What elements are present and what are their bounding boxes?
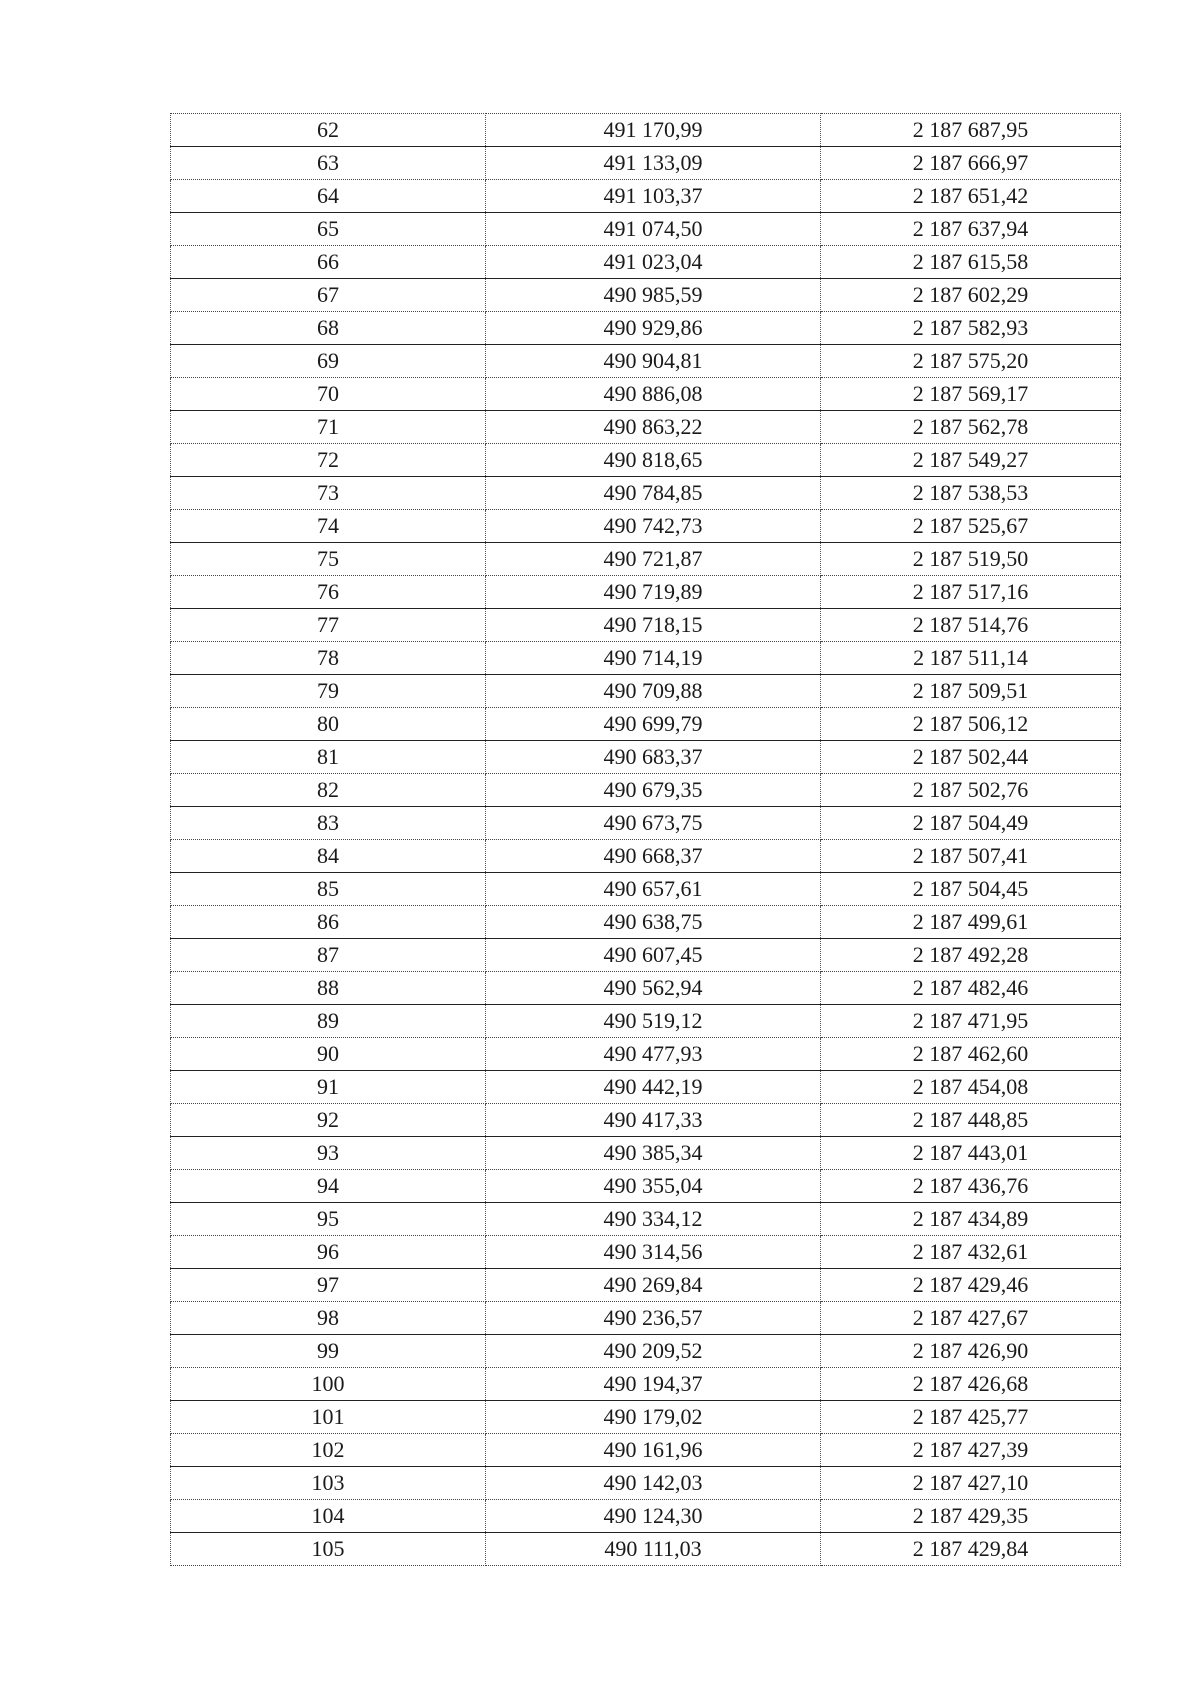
x-coordinate-cell: 490 607,45 [486, 939, 821, 972]
table-row [171, 972, 1121, 1005]
x-coordinate-cell: 490 442,19 [486, 1071, 821, 1104]
y-coordinate-cell: 2 187 666,97 [821, 147, 1121, 180]
table-row [171, 180, 1121, 213]
table-row [171, 642, 1121, 675]
point-number-cell: 63 [171, 147, 486, 180]
table-row [171, 1302, 1121, 1335]
x-coordinate-cell: 490 679,35 [486, 774, 821, 807]
coordinates-table-body [171, 114, 1121, 1566]
table-row [171, 1071, 1121, 1104]
y-coordinate-cell: 2 187 506,12 [821, 708, 1121, 741]
table-row [171, 774, 1121, 807]
table-row [171, 213, 1121, 246]
x-coordinate-cell: 491 023,04 [486, 246, 821, 279]
y-coordinate-cell: 2 187 427,39 [821, 1434, 1121, 1467]
y-coordinate-cell: 2 187 427,67 [821, 1302, 1121, 1335]
y-coordinate-cell: 2 187 615,58 [821, 246, 1121, 279]
x-coordinate-cell: 490 657,61 [486, 873, 821, 906]
x-coordinate-cell: 490 477,93 [486, 1038, 821, 1071]
y-coordinate-cell: 2 187 514,76 [821, 609, 1121, 642]
y-coordinate-cell: 2 187 525,67 [821, 510, 1121, 543]
table-row [171, 807, 1121, 840]
x-coordinate-cell: 490 161,96 [486, 1434, 821, 1467]
table-row [171, 1467, 1121, 1500]
point-number-cell: 79 [171, 675, 486, 708]
coordinates-table [170, 113, 1121, 1566]
y-coordinate-cell: 2 187 637,94 [821, 213, 1121, 246]
x-coordinate-cell: 491 074,50 [486, 213, 821, 246]
table-row [171, 1104, 1121, 1137]
y-coordinate-cell: 2 187 429,84 [821, 1533, 1121, 1566]
point-number-cell: 82 [171, 774, 486, 807]
point-number-cell: 103 [171, 1467, 486, 1500]
table-row [171, 1434, 1121, 1467]
table-row [171, 675, 1121, 708]
x-coordinate-cell: 490 334,12 [486, 1203, 821, 1236]
table-row [171, 939, 1121, 972]
point-number-cell: 95 [171, 1203, 486, 1236]
y-coordinate-cell: 2 187 517,16 [821, 576, 1121, 609]
y-coordinate-cell: 2 187 549,27 [821, 444, 1121, 477]
table-row [171, 1236, 1121, 1269]
x-coordinate-cell: 490 718,15 [486, 609, 821, 642]
y-coordinate-cell: 2 187 582,93 [821, 312, 1121, 345]
x-coordinate-cell: 490 194,37 [486, 1368, 821, 1401]
point-number-cell: 65 [171, 213, 486, 246]
x-coordinate-cell: 490 179,02 [486, 1401, 821, 1434]
x-coordinate-cell: 490 818,65 [486, 444, 821, 477]
table-row [171, 1533, 1121, 1566]
y-coordinate-cell: 2 187 651,42 [821, 180, 1121, 213]
y-coordinate-cell: 2 187 502,44 [821, 741, 1121, 774]
point-number-cell: 70 [171, 378, 486, 411]
table-row [171, 444, 1121, 477]
point-number-cell: 67 [171, 279, 486, 312]
point-number-cell: 99 [171, 1335, 486, 1368]
table-row [171, 1401, 1121, 1434]
x-coordinate-cell: 491 103,37 [486, 180, 821, 213]
y-coordinate-cell: 2 187 575,20 [821, 345, 1121, 378]
point-number-cell: 68 [171, 312, 486, 345]
x-coordinate-cell: 491 133,09 [486, 147, 821, 180]
table-row [171, 510, 1121, 543]
y-coordinate-cell: 2 187 538,53 [821, 477, 1121, 510]
y-coordinate-cell: 2 187 504,49 [821, 807, 1121, 840]
point-number-cell: 94 [171, 1170, 486, 1203]
table-row [171, 147, 1121, 180]
x-coordinate-cell: 490 124,30 [486, 1500, 821, 1533]
point-number-cell: 91 [171, 1071, 486, 1104]
y-coordinate-cell: 2 187 509,51 [821, 675, 1121, 708]
table-row [171, 1038, 1121, 1071]
point-number-cell: 83 [171, 807, 486, 840]
y-coordinate-cell: 2 187 502,76 [821, 774, 1121, 807]
y-coordinate-cell: 2 187 492,28 [821, 939, 1121, 972]
y-coordinate-cell: 2 187 429,35 [821, 1500, 1121, 1533]
x-coordinate-cell: 490 269,84 [486, 1269, 821, 1302]
point-number-cell: 90 [171, 1038, 486, 1071]
y-coordinate-cell: 2 187 454,08 [821, 1071, 1121, 1104]
y-coordinate-cell: 2 187 687,95 [821, 114, 1121, 147]
x-coordinate-cell: 490 236,57 [486, 1302, 821, 1335]
point-number-cell: 77 [171, 609, 486, 642]
table-row [171, 543, 1121, 576]
table-row [171, 1203, 1121, 1236]
x-coordinate-cell: 490 683,37 [486, 741, 821, 774]
point-number-cell: 81 [171, 741, 486, 774]
table-row [171, 1368, 1121, 1401]
x-coordinate-cell: 490 719,89 [486, 576, 821, 609]
x-coordinate-cell: 490 673,75 [486, 807, 821, 840]
y-coordinate-cell: 2 187 448,85 [821, 1104, 1121, 1137]
x-coordinate-cell: 490 668,37 [486, 840, 821, 873]
y-coordinate-cell: 2 187 462,60 [821, 1038, 1121, 1071]
point-number-cell: 80 [171, 708, 486, 741]
point-number-cell: 101 [171, 1401, 486, 1434]
x-coordinate-cell: 490 562,94 [486, 972, 821, 1005]
y-coordinate-cell: 2 187 504,45 [821, 873, 1121, 906]
table-row [171, 873, 1121, 906]
x-coordinate-cell: 490 209,52 [486, 1335, 821, 1368]
point-number-cell: 72 [171, 444, 486, 477]
x-coordinate-cell: 490 699,79 [486, 708, 821, 741]
x-coordinate-cell: 490 314,56 [486, 1236, 821, 1269]
y-coordinate-cell: 2 187 429,46 [821, 1269, 1121, 1302]
y-coordinate-cell: 2 187 519,50 [821, 543, 1121, 576]
point-number-cell: 89 [171, 1005, 486, 1038]
point-number-cell: 62 [171, 114, 486, 147]
point-number-cell: 92 [171, 1104, 486, 1137]
point-number-cell: 88 [171, 972, 486, 1005]
table-row [171, 1005, 1121, 1038]
table-row [171, 477, 1121, 510]
point-number-cell: 84 [171, 840, 486, 873]
point-number-cell: 97 [171, 1269, 486, 1302]
y-coordinate-cell: 2 187 427,10 [821, 1467, 1121, 1500]
point-number-cell: 75 [171, 543, 486, 576]
x-coordinate-cell: 490 714,19 [486, 642, 821, 675]
y-coordinate-cell: 2 187 569,17 [821, 378, 1121, 411]
x-coordinate-cell: 490 385,34 [486, 1137, 821, 1170]
table-row [171, 1170, 1121, 1203]
table-row [171, 576, 1121, 609]
x-coordinate-cell: 491 170,99 [486, 114, 821, 147]
table-row [171, 114, 1121, 147]
x-coordinate-cell: 490 863,22 [486, 411, 821, 444]
table-row [171, 246, 1121, 279]
table-row [171, 741, 1121, 774]
point-number-cell: 69 [171, 345, 486, 378]
point-number-cell: 71 [171, 411, 486, 444]
point-number-cell: 85 [171, 873, 486, 906]
y-coordinate-cell: 2 187 482,46 [821, 972, 1121, 1005]
table-row [171, 708, 1121, 741]
y-coordinate-cell: 2 187 602,29 [821, 279, 1121, 312]
point-number-cell: 66 [171, 246, 486, 279]
point-number-cell: 76 [171, 576, 486, 609]
x-coordinate-cell: 490 638,75 [486, 906, 821, 939]
y-coordinate-cell: 2 187 511,14 [821, 642, 1121, 675]
point-number-cell: 104 [171, 1500, 486, 1533]
x-coordinate-cell: 490 784,85 [486, 477, 821, 510]
point-number-cell: 86 [171, 906, 486, 939]
y-coordinate-cell: 2 187 443,01 [821, 1137, 1121, 1170]
x-coordinate-cell: 490 929,86 [486, 312, 821, 345]
y-coordinate-cell: 2 187 432,61 [821, 1236, 1121, 1269]
table-row [171, 411, 1121, 444]
y-coordinate-cell: 2 187 499,61 [821, 906, 1121, 939]
table-row [171, 312, 1121, 345]
point-number-cell: 74 [171, 510, 486, 543]
table-row [171, 1269, 1121, 1302]
point-number-cell: 93 [171, 1137, 486, 1170]
table-row [171, 1500, 1121, 1533]
point-number-cell: 78 [171, 642, 486, 675]
y-coordinate-cell: 2 187 426,68 [821, 1368, 1121, 1401]
y-coordinate-cell: 2 187 471,95 [821, 1005, 1121, 1038]
point-number-cell: 105 [171, 1533, 486, 1566]
y-coordinate-cell: 2 187 436,76 [821, 1170, 1121, 1203]
table-row [171, 906, 1121, 939]
y-coordinate-cell: 2 187 425,77 [821, 1401, 1121, 1434]
table-row [171, 1335, 1121, 1368]
x-coordinate-cell: 490 519,12 [486, 1005, 821, 1038]
point-number-cell: 87 [171, 939, 486, 972]
table-row [171, 345, 1121, 378]
point-number-cell: 100 [171, 1368, 486, 1401]
table-row [171, 609, 1121, 642]
table-row [171, 279, 1121, 312]
table-row [171, 1137, 1121, 1170]
x-coordinate-cell: 490 142,03 [486, 1467, 821, 1500]
x-coordinate-cell: 490 742,73 [486, 510, 821, 543]
x-coordinate-cell: 490 985,59 [486, 279, 821, 312]
y-coordinate-cell: 2 187 426,90 [821, 1335, 1121, 1368]
point-number-cell: 96 [171, 1236, 486, 1269]
table-row [171, 378, 1121, 411]
y-coordinate-cell: 2 187 507,41 [821, 840, 1121, 873]
x-coordinate-cell: 490 417,33 [486, 1104, 821, 1137]
y-coordinate-cell: 2 187 562,78 [821, 411, 1121, 444]
table-row [171, 840, 1121, 873]
point-number-cell: 64 [171, 180, 486, 213]
x-coordinate-cell: 490 904,81 [486, 345, 821, 378]
x-coordinate-cell: 490 111,03 [486, 1533, 821, 1566]
x-coordinate-cell: 490 709,88 [486, 675, 821, 708]
point-number-cell: 102 [171, 1434, 486, 1467]
x-coordinate-cell: 490 355,04 [486, 1170, 821, 1203]
point-number-cell: 98 [171, 1302, 486, 1335]
x-coordinate-cell: 490 721,87 [486, 543, 821, 576]
x-coordinate-cell: 490 886,08 [486, 378, 821, 411]
y-coordinate-cell: 2 187 434,89 [821, 1203, 1121, 1236]
point-number-cell: 73 [171, 477, 486, 510]
